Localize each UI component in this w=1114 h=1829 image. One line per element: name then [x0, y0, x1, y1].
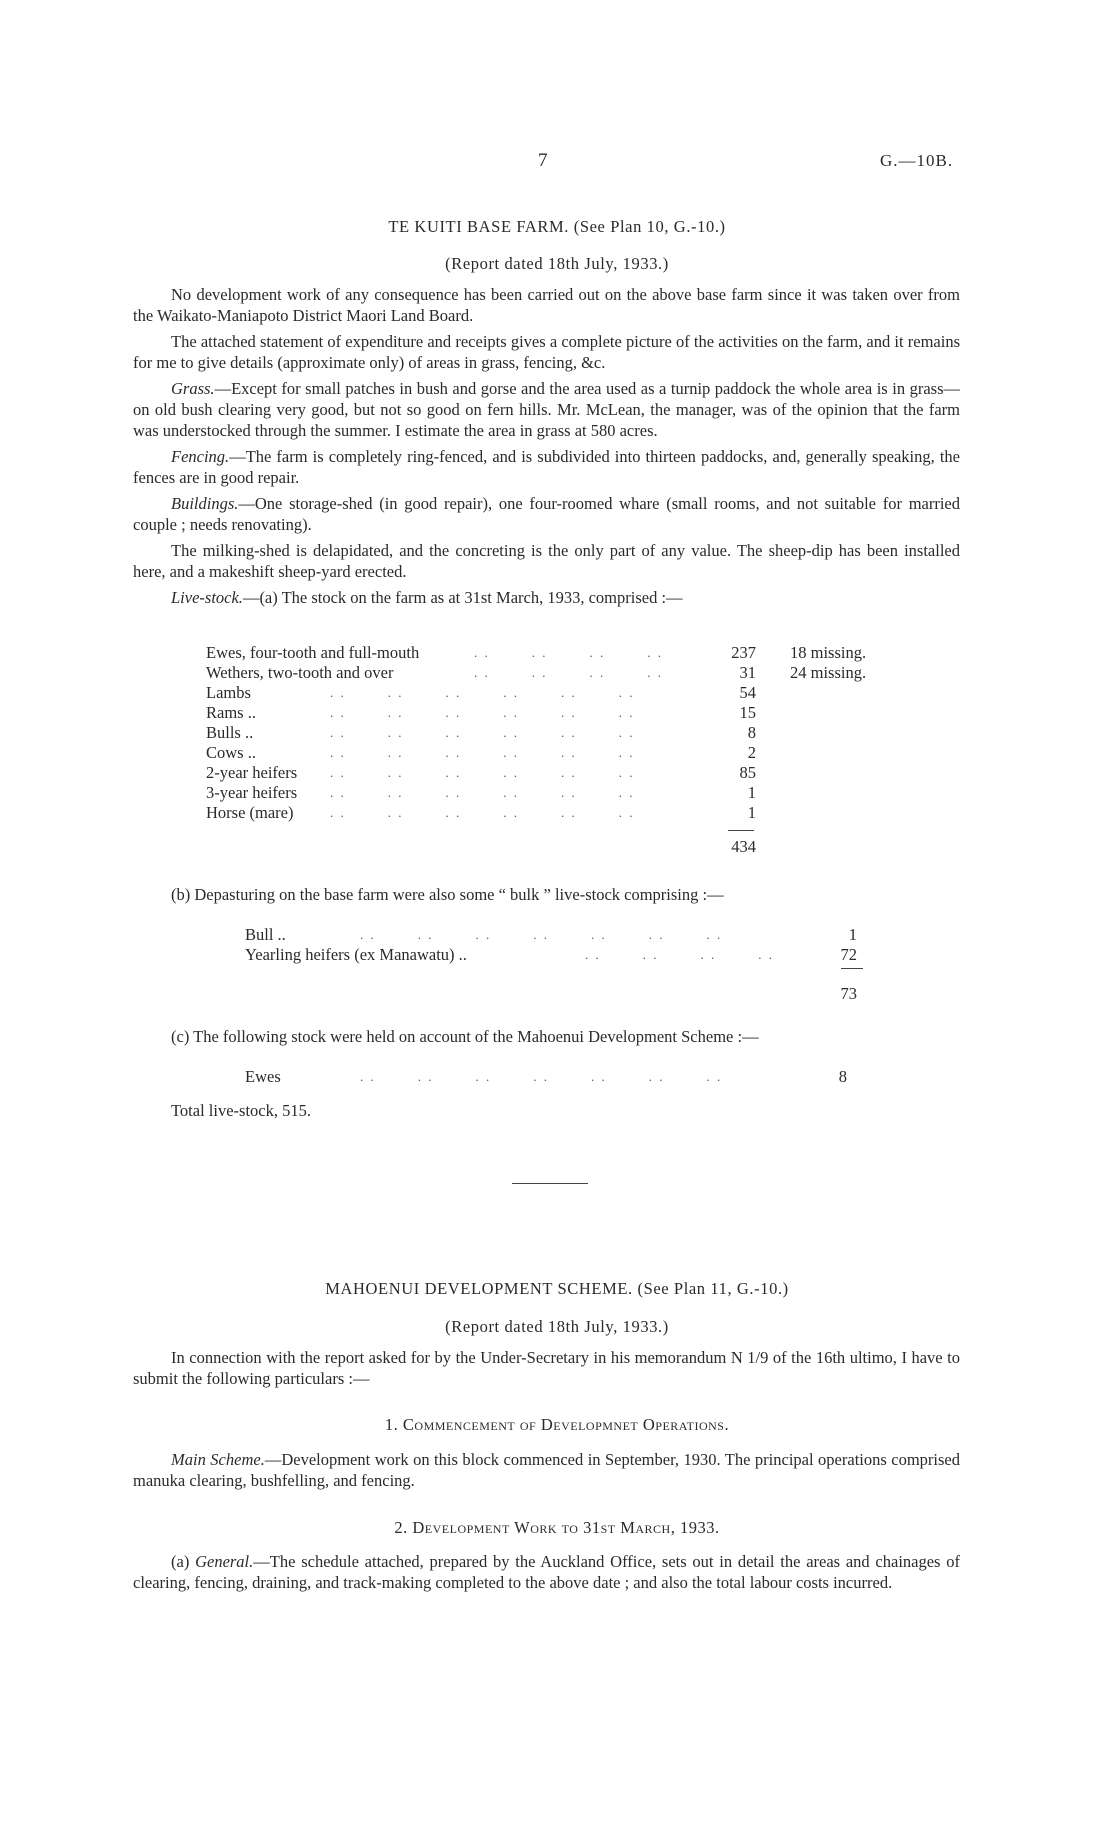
total-livestock: Total live-stock, 515. — [171, 1101, 311, 1120]
general-text: —The schedule attached, prepared by the Auckland Office, sets out in detail the areas and chainages of clearing, fencing, draining, and track-making completed to the above date ; and also the total labour costs incurred. — [133, 1552, 960, 1592]
fencing-text: —The farm is completely ring-fenced, and is subdivided into thirteen paddocks, and, generally speaking, the fences are in good repair. — [133, 447, 960, 487]
stock-value: 2 — [747, 743, 756, 762]
leader-dots: . . . . . . . . . . . . — [330, 725, 635, 740]
general-para — [133, 1551, 960, 1593]
stock-value: 15 — [739, 703, 756, 722]
leader-dots: . . . . . . . . . . . . . . — [360, 1069, 723, 1084]
general-label: General. — [195, 1552, 254, 1571]
stock-value: 8 — [838, 1067, 847, 1086]
mahoenui-para-1: In connection with the report asked for by the Under-Secretary in his memorandum N 1/9 of the 16th ultimo, I have to submit the following particulars :— — [133, 1348, 960, 1388]
stock-label: Horse (mare) — [206, 803, 294, 822]
stock-label: Ewes — [245, 1067, 281, 1086]
leader-dots: . . . . . . . . . . . . — [330, 785, 635, 800]
stock-table-a — [206, 642, 906, 842]
stock-label: 2-year heifers — [206, 763, 298, 782]
stock-value: 54 — [739, 683, 756, 702]
stock-label: 3-year heifers — [206, 783, 298, 802]
livestock-intro: —(a) The stock on the farm as at 31st March, 1933, comprised :— — [242, 588, 683, 607]
main-scheme-text: —Development work on this block commenced in September, 1930. The principal operations comprised manuka clearing, bushfelling, and fencing. — [133, 1450, 960, 1490]
stock-value: 72 — [840, 945, 857, 964]
grass-text: —Except for small patches in bush and gorse and the area used as a turnip paddock the whole area is in grass—on old bush clearing very good, but not so good on fern hills. Mr. McLean, the manager, was of the opinion that the farm was understocked through the summer. I estimate the area in grass at 580 acres. — [133, 379, 960, 440]
leader-dots: . . . . . . . . — [585, 947, 774, 962]
stock-label: Wethers, two-tooth and over — [206, 663, 394, 682]
stock-label: Lambs — [206, 683, 251, 702]
stock-b-total: 73 — [840, 984, 857, 1003]
stock-label: Bulls .. — [206, 723, 254, 742]
general-block — [133, 1551, 960, 1598]
general-prefix: (a) — [171, 1552, 196, 1571]
buildings-para — [133, 493, 960, 535]
stock-label: Bull .. — [245, 925, 286, 944]
leader-dots: . . . . . . . . — [474, 665, 663, 680]
grass-label: Grass. — [171, 379, 215, 398]
milking-para: The milking-shed is delapidated, and the concreting is the only part of any value. The sheep-dip has been installed here, and a makeshift sheep-yard erected. — [133, 541, 960, 581]
stock-label: Ewes, four-tooth and full-mouth — [206, 643, 420, 662]
section-divider — [512, 1183, 588, 1184]
stock-value: 8 — [747, 723, 756, 742]
mahoenui-title: MAHOENUI DEVELOPMENT SCHEME. (See Plan 11, G.-10.) — [325, 1279, 789, 1298]
grass-para — [133, 378, 960, 441]
page-number: 7 — [538, 150, 548, 171]
leader-dots: . . . . . . . . . . . . — [330, 765, 635, 780]
stock-value: 1 — [747, 803, 756, 822]
te-kuiti-title: TE KUITI BASE FARM. (See Plan 10, G.-10.) — [388, 217, 726, 236]
stock-label: Cows .. — [206, 743, 256, 762]
stock-value: 31 — [739, 663, 756, 682]
main-scheme-para — [133, 1449, 960, 1491]
stock-label: Yearling heifers (ex Manawatu) .. — [245, 945, 467, 964]
document-reference: G.—10B. — [880, 151, 954, 170]
stock-value: 237 — [731, 643, 756, 662]
stock-value: 85 — [739, 763, 756, 782]
stock-c-intro: (c) The following stock were held on account of the Mahoenui Development Scheme :— — [171, 1027, 759, 1046]
stock-note: 24 missing. — [790, 663, 867, 682]
fencing-label: Fencing. — [171, 447, 230, 466]
stock-value: 1 — [848, 925, 857, 944]
leader-dots: . . . . . . . . . . . . — [330, 745, 635, 760]
main-scheme-block — [133, 1449, 960, 1496]
te-kuiti-para-1: No development work of any consequence has been carried out on the above base farm since it was taken over from the Waikato-Maniapoto District Maori Land Board. — [133, 285, 960, 325]
section-1-heading: 1. Commencement of Developmnet Operations. — [384, 1415, 730, 1434]
total-rule — [841, 968, 863, 969]
livestock-para — [133, 587, 960, 608]
stock-b-intro: (b) Depasturing on the base farm were also some “ bulk ” live-stock comprising :— — [171, 885, 724, 904]
mahoenui-intro — [133, 1347, 960, 1394]
leader-dots: . . . . . . . . . . . . — [330, 805, 635, 820]
stock-note: 18 missing. — [790, 643, 867, 662]
te-kuiti-body — [133, 284, 960, 613]
buildings-label: Buildings. — [171, 494, 239, 513]
section-2-heading: 2. Development Work to 31st March, 1933. — [394, 1518, 720, 1537]
mahoenui-report-date: (Report dated 18th July, 1933.) — [445, 1317, 669, 1336]
stock-value: 1 — [747, 783, 756, 802]
livestock-label: Live-stock. — [171, 588, 243, 607]
fencing-para — [133, 446, 960, 488]
leader-dots: . . . . . . . . — [474, 645, 663, 660]
stock-label: Rams .. — [206, 703, 256, 722]
leader-dots: . . . . . . . . . . . . — [330, 705, 635, 720]
te-kuiti-para-2: The attached statement of expenditure and receipts gives a complete picture of the activities on the farm, and it remains for me to give details (approximate only) of areas in grass, fencing, &c. — [133, 332, 960, 372]
leader-dots: . . . . . . . . . . . . . . — [360, 927, 723, 942]
total-rule — [728, 830, 754, 831]
stock-table-c — [245, 1066, 865, 1088]
buildings-text: —One storage-shed (in good repair), one four-roomed whare (small rooms, and not suitable for married couple ; needs renovating). — [133, 494, 960, 534]
te-kuiti-report-date: (Report dated 18th July, 1933.) — [445, 254, 669, 273]
main-scheme-label: Main Scheme. — [171, 1450, 265, 1469]
stock-table-b — [245, 924, 865, 969]
stock-a-total: 434 — [731, 837, 756, 856]
leader-dots: . . . . . . . . . . . . — [330, 685, 635, 700]
